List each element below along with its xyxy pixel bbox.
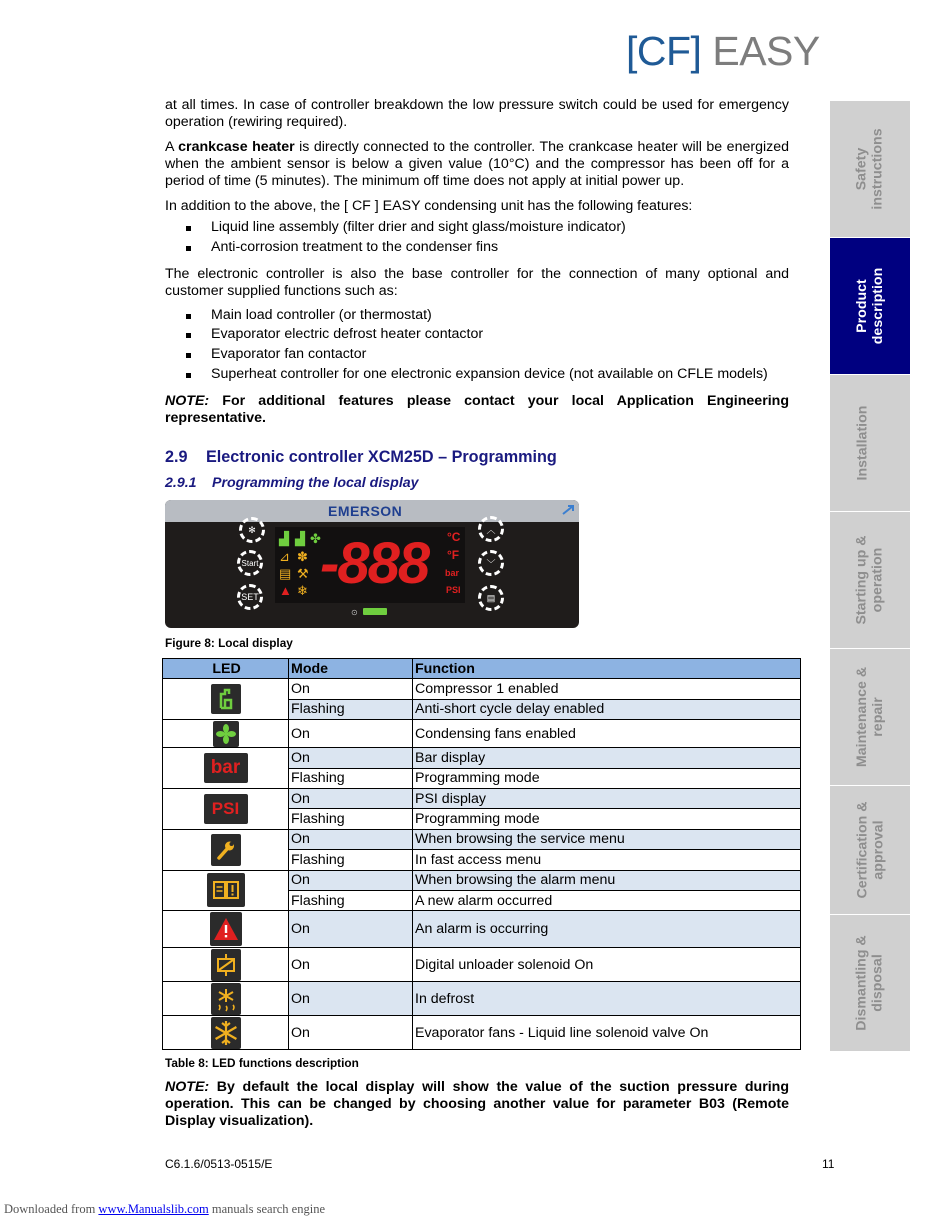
tab-certification-approval[interactable] xyxy=(830,786,910,914)
text-fragment: is directly connected to the controller. The crankcase heater will be energized when the ambient sensor is below a given value (10°C) and the compressor has been off for a period of time (5 minutes). The minimum off time does not apply at initial power up. xyxy=(165,139,789,189)
led-icon-cell xyxy=(163,748,289,789)
table-cell-function: Programming mode xyxy=(413,768,801,788)
table-cell-mode: On xyxy=(289,829,413,849)
tab-label-line: Certification & xyxy=(854,801,870,899)
table-row xyxy=(163,982,801,1016)
note-label: NOTE: xyxy=(165,1079,210,1095)
features-list xyxy=(165,218,789,258)
table-cell-function: Anti-short cycle delay enabled xyxy=(413,699,801,719)
subsection-title: Programming the local display xyxy=(212,474,419,491)
chapter-sidebar xyxy=(830,101,910,1051)
chevron-up-icon: ︿ xyxy=(486,524,496,535)
download-notice xyxy=(4,1202,325,1217)
list-item: Evaporator electric defrost heater contactor xyxy=(165,325,789,345)
tab-label-line: Starting up & xyxy=(854,535,870,625)
page-number: 11 xyxy=(822,1157,835,1171)
power-dot-icon: ⊙ xyxy=(351,608,358,617)
note-additional-features xyxy=(165,393,789,427)
unloader-icon: ⊿ xyxy=(279,549,290,564)
column-header: Function xyxy=(413,659,801,679)
tab-label xyxy=(854,406,870,481)
logo-easy: EASY xyxy=(712,28,820,74)
set-button[interactable]: SET xyxy=(237,584,263,610)
unit-bar: bar xyxy=(445,568,460,578)
brand-logo xyxy=(626,28,820,75)
table-cell-function: An alarm is occurring xyxy=(413,911,801,948)
table-cell-function: When browsing the alarm menu xyxy=(413,870,801,890)
table-row xyxy=(163,911,801,948)
corner-arrow-icon xyxy=(561,502,577,516)
crankcase-term: crankcase heater xyxy=(178,139,295,155)
list-item: Superheat controller for one electronic expansion device (not available on CFLE models) xyxy=(165,365,789,385)
tab-label xyxy=(854,802,886,899)
note-default-display xyxy=(165,1079,789,1130)
unit-celsius: °C xyxy=(447,530,461,544)
table-cell-function: In defrost xyxy=(413,982,801,1016)
tab-label-line: Dismantling & xyxy=(854,935,871,1031)
download-prefix: Downloaded from xyxy=(4,1202,99,1216)
section-number: 2.9 xyxy=(165,447,188,466)
table-cell-mode: On xyxy=(289,748,413,768)
table-cell-function: In fast access menu xyxy=(413,850,801,870)
tab-label xyxy=(854,935,886,1030)
tab-label-line: Maintenance & xyxy=(854,666,870,768)
psi-icon: PSI xyxy=(204,794,248,824)
table-cell-mode: On xyxy=(289,1016,413,1050)
alarm-triangle-icon xyxy=(210,912,242,946)
list-item: Liquid line assembly (filter drier and sight glass/moisture indicator) xyxy=(165,218,789,238)
table-cell-mode: Flashing xyxy=(289,699,413,719)
led-icon-cell xyxy=(163,911,289,948)
paragraph-crankcase xyxy=(165,139,789,190)
table-cell-function: A new alarm occurred xyxy=(413,890,801,910)
table-cell-mode: Flashing xyxy=(289,850,413,870)
tab-maintenance-repair[interactable] xyxy=(830,649,910,785)
table-cell-mode: On xyxy=(289,982,413,1016)
table-caption: Table 8: LED functions description xyxy=(165,1056,359,1070)
compressor-icon: ▟ xyxy=(295,531,305,546)
table-cell-function: PSI display xyxy=(413,788,801,808)
table-cell-mode: Flashing xyxy=(289,768,413,788)
bar-icon: bar xyxy=(204,753,248,783)
book-icon xyxy=(207,873,245,907)
unit-psi: PSI xyxy=(446,585,461,595)
note-text: By default the local display will show the value of the suction pressure during operation. This can be changed by choosing another value for parameter B03 (Remote Display visualization). xyxy=(165,1079,789,1129)
tab-label xyxy=(854,667,886,767)
column-header: Mode xyxy=(289,659,413,679)
table-cell-mode: On xyxy=(289,911,413,948)
table-cell-mode: On xyxy=(289,679,413,699)
list-item: Evaporator fan contactor xyxy=(165,345,789,365)
tab-label-line: instructions xyxy=(870,128,887,210)
defrost-icon: ❄ xyxy=(297,583,308,598)
unit-fahrenheit: °F xyxy=(447,548,460,562)
table-cell-function: Evaporator fans - Liquid line solenoid valve On xyxy=(413,1016,801,1050)
table-header-row xyxy=(163,659,801,679)
book-icon: ▤ xyxy=(279,566,292,581)
alarm-menu-button[interactable] xyxy=(478,585,504,611)
down-button[interactable] xyxy=(478,550,504,576)
table-row xyxy=(163,829,801,849)
table-cell-function: Compressor 1 enabled xyxy=(413,679,801,699)
document-code: C6.1.6/0513-0515/E xyxy=(165,1157,273,1171)
table-cell-function: When browsing the service menu xyxy=(413,829,801,849)
download-suffix: manuals search engine xyxy=(208,1202,325,1216)
table-cell-mode: Flashing xyxy=(289,809,413,829)
table-cell-function: Programming mode xyxy=(413,809,801,829)
column-header: LED xyxy=(163,659,289,679)
table-cell-function: Bar display xyxy=(413,748,801,768)
subsection-number: 2.9.1 xyxy=(165,474,197,491)
unloader-solenoid-icon xyxy=(211,949,241,981)
list-item: Main load controller (or thermostat) xyxy=(165,306,789,326)
table-cell-mode: On xyxy=(289,948,413,982)
start-button[interactable]: Start xyxy=(237,550,263,576)
tab-label-line: operation xyxy=(870,547,886,613)
section-title: Electronic controller XCM25D – Programming xyxy=(206,447,557,466)
table-row xyxy=(163,748,801,768)
tab-starting-up-operation[interactable] xyxy=(830,512,910,648)
display-digits: -888 xyxy=(320,531,429,596)
list-item: Anti-corrosion treatment to the condenser fins xyxy=(165,238,789,258)
tab-safety-instructions[interactable] xyxy=(830,101,910,237)
led-icon-cell xyxy=(163,829,289,870)
led-functions-table xyxy=(162,658,801,1050)
figure-caption: Figure 8: Local display xyxy=(165,636,293,650)
led-icon-cell xyxy=(163,679,289,720)
led-icon-cell xyxy=(163,870,289,911)
tab-product-description[interactable] xyxy=(830,238,910,374)
tab-dismantling-disposal[interactable] xyxy=(830,915,910,1051)
text-fragment: A xyxy=(165,139,179,155)
table-cell-mode: On xyxy=(289,720,413,748)
led-icon-cell xyxy=(163,948,289,982)
tab-label-line: repair xyxy=(870,697,886,737)
snowflake-icon: ✻ xyxy=(248,524,256,535)
note-label: NOTE: xyxy=(165,392,210,409)
paragraph-functions-intro: The electronic controller is also the base controller for the connection of many optional and customer supplied functions such as: xyxy=(165,265,789,299)
compressor-icon xyxy=(211,684,241,714)
fan-icon xyxy=(213,721,239,747)
main-content xyxy=(165,97,789,492)
led-icon-cell xyxy=(163,788,289,829)
tab-label-line: Safety xyxy=(854,147,871,191)
wrench-icon xyxy=(211,834,241,866)
note-text: For additional features please contact your local Application Engineering representative. xyxy=(165,392,789,426)
table-cell-mode: Flashing xyxy=(289,890,413,910)
table-row xyxy=(163,720,801,748)
table-cell-function: Digital unloader solenoid On xyxy=(413,948,801,982)
tab-label xyxy=(854,535,886,624)
logo-cf: [CF] xyxy=(626,28,702,74)
defrost-button[interactable] xyxy=(239,517,265,543)
subsection-heading xyxy=(165,475,789,492)
manualslib-link[interactable]: www.Manualslib.com xyxy=(98,1202,209,1216)
table-row xyxy=(163,948,801,982)
tab-label-line: disposal xyxy=(870,954,887,1012)
compressor-icon: ▟ xyxy=(279,531,289,546)
tab-label xyxy=(854,268,886,344)
up-button[interactable] xyxy=(478,516,504,542)
table-cell-function: Condensing fans enabled xyxy=(413,720,801,748)
alarm-icon: ▲ xyxy=(279,583,292,598)
led-icon-cell xyxy=(163,1016,289,1050)
defrost-icon xyxy=(211,983,241,1015)
wrench-icon: ⚒ xyxy=(297,566,309,581)
tab-label xyxy=(854,128,886,209)
table-row xyxy=(163,788,801,808)
local-display-image xyxy=(165,500,579,628)
tab-installation[interactable] xyxy=(830,375,910,511)
paragraph-features-intro: In addition to the above, the [ CF ] EASY condensing unit has the following features: xyxy=(165,198,693,214)
table-row xyxy=(163,679,801,699)
power-led xyxy=(363,608,387,615)
functions-list xyxy=(165,306,789,385)
table-row xyxy=(163,1016,801,1050)
table-row xyxy=(163,870,801,890)
snowflake-icon: ✽ xyxy=(297,549,308,564)
tab-label-line: Installation xyxy=(853,405,870,481)
section-heading xyxy=(165,449,789,473)
emerson-logo: EMERSON xyxy=(328,503,403,519)
table-cell-mode: On xyxy=(289,870,413,890)
tab-label-line: Product xyxy=(854,279,870,333)
paragraph-intro: at all times. In case of controller breakdown the low pressure switch could be used for emergency operation (rewiring required). xyxy=(165,97,789,130)
table-cell-mode: On xyxy=(289,788,413,808)
book-icon: ▤ xyxy=(486,592,496,603)
tab-label-line: description xyxy=(870,267,886,345)
tab-label-line: approval xyxy=(870,820,886,880)
fan-icon: ✤ xyxy=(310,531,321,546)
snowflake-icon xyxy=(211,1017,241,1049)
led-icon-cell xyxy=(163,982,289,1016)
chevron-down-icon: ﹀ xyxy=(486,558,496,569)
led-icon-cell xyxy=(163,720,289,748)
